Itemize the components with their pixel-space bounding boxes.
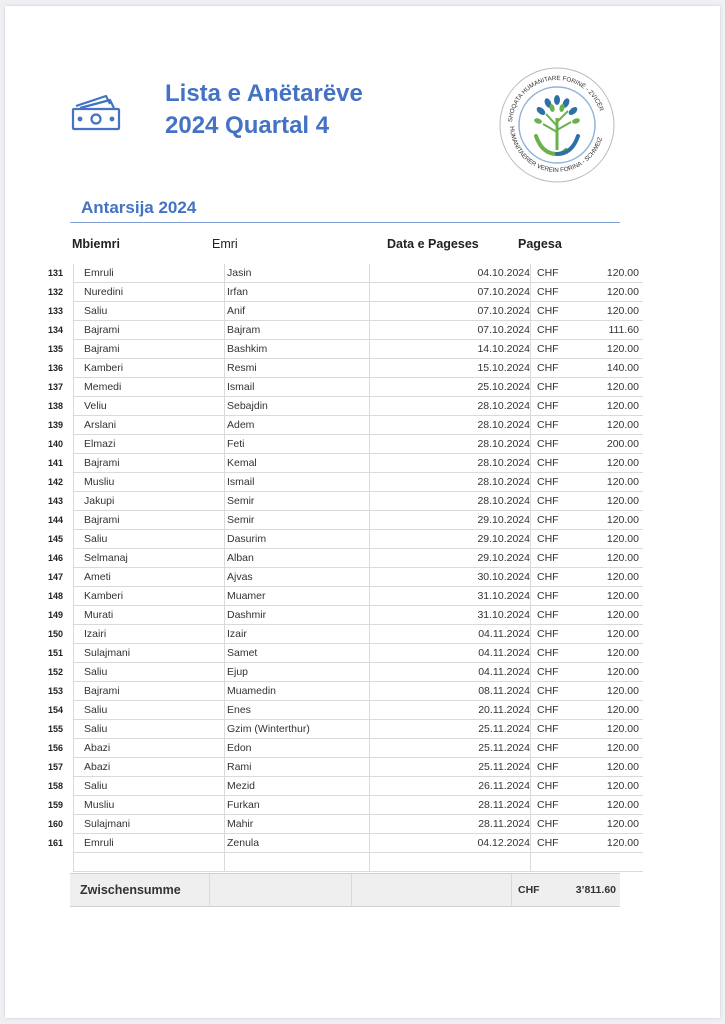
subtotal-row bbox=[70, 873, 620, 907]
column-separator bbox=[209, 874, 210, 906]
currency-cell: CHF bbox=[531, 359, 578, 378]
subtotal-currency: CHF bbox=[518, 884, 540, 896]
currency-cell: CHF bbox=[531, 587, 578, 606]
payment-date-cell: 04.10.2024 bbox=[370, 264, 531, 283]
payment-date-cell: 14.10.2024 bbox=[370, 340, 531, 359]
payment-date-cell: 31.10.2024 bbox=[370, 587, 531, 606]
last-name-cell: Murati bbox=[74, 606, 225, 625]
first-name-cell: Alban bbox=[225, 549, 370, 568]
amount-cell: 200.00 bbox=[577, 435, 643, 454]
row-number: 137 bbox=[48, 382, 64, 392]
table-row bbox=[45, 530, 643, 549]
payment-date-cell: 28.10.2024 bbox=[370, 435, 531, 454]
row-number: 145 bbox=[48, 534, 64, 544]
last-name-cell: Saliu bbox=[74, 701, 225, 720]
row-number: 152 bbox=[48, 667, 64, 677]
first-name-cell: Sebajdin bbox=[225, 397, 370, 416]
row-number: 160 bbox=[48, 819, 64, 829]
currency-cell: CHF bbox=[531, 416, 578, 435]
table-row bbox=[45, 302, 643, 321]
payment-date-cell: 31.10.2024 bbox=[370, 606, 531, 625]
column-header-payment: Pagesa bbox=[518, 237, 562, 251]
currency-cell: CHF bbox=[531, 321, 578, 340]
organization-seal-icon bbox=[498, 66, 616, 184]
section-divider bbox=[70, 222, 620, 223]
last-name-cell: Emruli bbox=[74, 834, 225, 853]
table-row bbox=[45, 663, 643, 682]
row-number: 151 bbox=[48, 648, 64, 658]
amount-cell: 140.00 bbox=[577, 359, 643, 378]
amount-cell: 120.00 bbox=[577, 549, 643, 568]
currency-cell: CHF bbox=[531, 663, 578, 682]
table-row bbox=[45, 796, 643, 815]
first-name-cell: Kemal bbox=[225, 454, 370, 473]
row-number: 154 bbox=[48, 705, 64, 715]
currency-cell: CHF bbox=[531, 682, 578, 701]
last-name-cell: Saliu bbox=[74, 720, 225, 739]
row-number: 157 bbox=[48, 762, 64, 772]
currency-cell: CHF bbox=[531, 834, 578, 853]
empty-cell bbox=[74, 853, 225, 872]
row-number: 159 bbox=[48, 800, 64, 810]
table-row bbox=[45, 473, 643, 492]
table-row bbox=[45, 568, 643, 587]
first-name-cell: Mahir bbox=[225, 815, 370, 834]
table-row bbox=[45, 264, 643, 283]
payment-date-cell: 26.11.2024 bbox=[370, 777, 531, 796]
table-row bbox=[45, 283, 643, 302]
last-name-cell: Ameti bbox=[74, 568, 225, 587]
currency-cell: CHF bbox=[531, 530, 578, 549]
table-row bbox=[45, 834, 643, 853]
table-row bbox=[45, 511, 643, 530]
first-name-cell: Bajram bbox=[225, 321, 370, 340]
table-row bbox=[45, 720, 643, 739]
last-name-cell: Nuredini bbox=[74, 283, 225, 302]
currency-cell: CHF bbox=[531, 720, 578, 739]
amount-cell: 120.00 bbox=[577, 663, 643, 682]
currency-cell: CHF bbox=[531, 264, 578, 283]
amount-cell: 120.00 bbox=[577, 378, 643, 397]
empty-row bbox=[45, 853, 643, 872]
payment-date-cell: 04.12.2024 bbox=[370, 834, 531, 853]
last-name-cell: Bajrami bbox=[74, 321, 225, 340]
amount-cell: 120.00 bbox=[577, 568, 643, 587]
payment-date-cell: 25.10.2024 bbox=[370, 378, 531, 397]
payment-date-cell: 20.11.2024 bbox=[370, 701, 531, 720]
payment-date-cell: 08.11.2024 bbox=[370, 682, 531, 701]
amount-cell: 120.00 bbox=[577, 283, 643, 302]
column-header-last-name: Mbiemri bbox=[72, 237, 120, 251]
payment-date-cell: 15.10.2024 bbox=[370, 359, 531, 378]
row-number: 139 bbox=[48, 420, 64, 430]
currency-cell: CHF bbox=[531, 796, 578, 815]
amount-cell: 120.00 bbox=[577, 530, 643, 549]
empty-cell bbox=[577, 853, 643, 872]
currency-cell: CHF bbox=[531, 739, 578, 758]
amount-cell: 120.00 bbox=[577, 777, 643, 796]
table-row bbox=[45, 682, 643, 701]
amount-cell: 120.00 bbox=[577, 796, 643, 815]
payment-date-cell: 25.11.2024 bbox=[370, 758, 531, 777]
last-name-cell: Arslani bbox=[74, 416, 225, 435]
svg-text:SHOQATA HUMANITARE FORINË - ZV: SHOQATA HUMANITARE FORINË - ZVICËR bbox=[507, 74, 605, 123]
payment-date-cell: 28.10.2024 bbox=[370, 473, 531, 492]
payment-date-cell: 28.10.2024 bbox=[370, 397, 531, 416]
table-row bbox=[45, 397, 643, 416]
row-number: 155 bbox=[48, 724, 64, 734]
amount-cell: 120.00 bbox=[577, 302, 643, 321]
last-name-cell: Saliu bbox=[74, 777, 225, 796]
last-name-cell: Sulajmani bbox=[74, 815, 225, 834]
amount-cell: 120.00 bbox=[577, 340, 643, 359]
last-name-cell: Bajrami bbox=[74, 454, 225, 473]
members-table bbox=[45, 264, 643, 872]
amount-cell: 120.00 bbox=[577, 473, 643, 492]
last-name-cell: Saliu bbox=[74, 530, 225, 549]
first-name-cell: Irfan bbox=[225, 283, 370, 302]
row-number: 158 bbox=[48, 781, 64, 791]
row-number: 146 bbox=[48, 553, 64, 563]
payment-date-cell: 04.11.2024 bbox=[370, 663, 531, 682]
first-name-cell: Semir bbox=[225, 492, 370, 511]
first-name-cell: Mezid bbox=[225, 777, 370, 796]
row-number: 144 bbox=[48, 515, 64, 525]
payment-date-cell: 29.10.2024 bbox=[370, 530, 531, 549]
title-line-1: Lista e Anëtarëve bbox=[165, 80, 363, 107]
payment-date-cell: 28.10.2024 bbox=[370, 492, 531, 511]
payment-date-cell: 04.11.2024 bbox=[370, 625, 531, 644]
column-header-first-name: Emri bbox=[212, 237, 238, 251]
amount-cell: 120.00 bbox=[577, 492, 643, 511]
currency-cell: CHF bbox=[531, 473, 578, 492]
row-number: 143 bbox=[48, 496, 64, 506]
last-name-cell: Musliu bbox=[74, 796, 225, 815]
currency-cell: CHF bbox=[531, 644, 578, 663]
payment-date-cell: 28.10.2024 bbox=[370, 454, 531, 473]
table-row bbox=[45, 587, 643, 606]
amount-cell: 120.00 bbox=[577, 701, 643, 720]
table-row bbox=[45, 606, 643, 625]
subtotal-amount: 3’811.60 bbox=[575, 884, 616, 896]
first-name-cell: Bashkim bbox=[225, 340, 370, 359]
currency-cell: CHF bbox=[531, 435, 578, 454]
empty-cell bbox=[45, 853, 74, 872]
last-name-cell: Izairi bbox=[74, 625, 225, 644]
column-header-date: Data e Pageses bbox=[387, 237, 479, 251]
first-name-cell: Muamedin bbox=[225, 682, 370, 701]
last-name-cell: Sulajmani bbox=[74, 644, 225, 663]
column-separator bbox=[351, 874, 352, 906]
first-name-cell: Dasurim bbox=[225, 530, 370, 549]
first-name-cell: Muamer bbox=[225, 587, 370, 606]
first-name-cell: Rami bbox=[225, 758, 370, 777]
table-row bbox=[45, 644, 643, 663]
first-name-cell: Gzim (Winterthur) bbox=[225, 720, 370, 739]
row-number: 147 bbox=[48, 572, 64, 582]
last-name-cell: Veliu bbox=[74, 397, 225, 416]
currency-cell: CHF bbox=[531, 549, 578, 568]
row-number: 141 bbox=[48, 458, 64, 468]
first-name-cell: Samet bbox=[225, 644, 370, 663]
amount-cell: 120.00 bbox=[577, 416, 643, 435]
first-name-cell: Jasin bbox=[225, 264, 370, 283]
currency-cell: CHF bbox=[531, 340, 578, 359]
row-number: 136 bbox=[48, 363, 64, 373]
currency-cell: CHF bbox=[531, 283, 578, 302]
first-name-cell: Ejup bbox=[225, 663, 370, 682]
first-name-cell: Dashmir bbox=[225, 606, 370, 625]
last-name-cell: Musliu bbox=[74, 473, 225, 492]
last-name-cell: Abazi bbox=[74, 758, 225, 777]
row-number: 150 bbox=[48, 629, 64, 639]
first-name-cell: Ajvas bbox=[225, 568, 370, 587]
table-row bbox=[45, 777, 643, 796]
last-name-cell: Kamberi bbox=[74, 359, 225, 378]
payment-date-cell: 28.10.2024 bbox=[370, 416, 531, 435]
currency-cell: CHF bbox=[531, 701, 578, 720]
currency-cell: CHF bbox=[531, 625, 578, 644]
amount-cell: 120.00 bbox=[577, 587, 643, 606]
row-number: 149 bbox=[48, 610, 64, 620]
first-name-cell: Furkan bbox=[225, 796, 370, 815]
row-number: 131 bbox=[48, 268, 64, 279]
amount-cell: 120.00 bbox=[577, 454, 643, 473]
row-number: 132 bbox=[48, 287, 64, 297]
last-name-cell: Saliu bbox=[74, 302, 225, 321]
table-row bbox=[45, 549, 643, 568]
row-number: 148 bbox=[48, 591, 64, 601]
row-number: 135 bbox=[48, 344, 64, 354]
currency-cell: CHF bbox=[531, 815, 578, 834]
payment-date-cell: 07.10.2024 bbox=[370, 283, 531, 302]
currency-cell: CHF bbox=[531, 758, 578, 777]
payment-date-cell: 28.11.2024 bbox=[370, 796, 531, 815]
last-name-cell: Memedi bbox=[74, 378, 225, 397]
row-number: 156 bbox=[48, 743, 64, 753]
table-row bbox=[45, 701, 643, 720]
page-title bbox=[165, 78, 363, 142]
amount-cell: 120.00 bbox=[577, 397, 643, 416]
table-row bbox=[45, 435, 643, 454]
payment-date-cell: 28.11.2024 bbox=[370, 815, 531, 834]
amount-cell: 120.00 bbox=[577, 644, 643, 663]
svg-text:HUMANITAERER VEREIN FORINA - S: HUMANITAERER VEREIN FORINA - SCHWEIZ bbox=[507, 126, 605, 175]
empty-cell bbox=[370, 853, 531, 872]
table-row bbox=[45, 359, 643, 378]
currency-cell: CHF bbox=[531, 511, 578, 530]
amount-cell: 120.00 bbox=[577, 834, 643, 853]
first-name-cell: Zenula bbox=[225, 834, 370, 853]
payment-date-cell: 30.10.2024 bbox=[370, 568, 531, 587]
amount-cell: 120.00 bbox=[577, 758, 643, 777]
amount-cell: 120.00 bbox=[577, 511, 643, 530]
payment-date-cell: 07.10.2024 bbox=[370, 321, 531, 340]
last-name-cell: Elmazi bbox=[74, 435, 225, 454]
amount-cell: 120.00 bbox=[577, 739, 643, 758]
currency-cell: CHF bbox=[531, 397, 578, 416]
table-row bbox=[45, 815, 643, 834]
table-row bbox=[45, 758, 643, 777]
members-table-body bbox=[45, 264, 643, 872]
row-number: 138 bbox=[48, 401, 64, 411]
table-row bbox=[45, 378, 643, 397]
currency-cell: CHF bbox=[531, 302, 578, 321]
last-name-cell: Emruli bbox=[74, 264, 225, 283]
first-name-cell: Izair bbox=[225, 625, 370, 644]
last-name-cell: Jakupi bbox=[74, 492, 225, 511]
last-name-cell: Selmanaj bbox=[74, 549, 225, 568]
payment-date-cell: 29.10.2024 bbox=[370, 549, 531, 568]
payment-date-cell: 07.10.2024 bbox=[370, 302, 531, 321]
amount-cell: 120.00 bbox=[577, 625, 643, 644]
amount-cell: 120.00 bbox=[577, 815, 643, 834]
currency-cell: CHF bbox=[531, 492, 578, 511]
last-name-cell: Abazi bbox=[74, 739, 225, 758]
first-name-cell: Anif bbox=[225, 302, 370, 321]
currency-cell: CHF bbox=[531, 454, 578, 473]
amount-cell: 120.00 bbox=[577, 264, 643, 283]
amount-cell: 120.00 bbox=[577, 720, 643, 739]
money-bills-icon bbox=[70, 92, 122, 132]
empty-cell bbox=[225, 853, 370, 872]
table-row bbox=[45, 340, 643, 359]
last-name-cell: Bajrami bbox=[74, 511, 225, 530]
currency-cell: CHF bbox=[531, 568, 578, 587]
table-row bbox=[45, 739, 643, 758]
payment-date-cell: 25.11.2024 bbox=[370, 739, 531, 758]
table-row bbox=[45, 454, 643, 473]
first-name-cell: Feti bbox=[225, 435, 370, 454]
last-name-cell: Bajrami bbox=[74, 682, 225, 701]
last-name-cell: Saliu bbox=[74, 663, 225, 682]
last-name-cell: Kamberi bbox=[74, 587, 225, 606]
first-name-cell: Semir bbox=[225, 511, 370, 530]
payment-date-cell: 25.11.2024 bbox=[370, 720, 531, 739]
currency-cell: CHF bbox=[531, 378, 578, 397]
first-name-cell: Edon bbox=[225, 739, 370, 758]
first-name-cell: Adem bbox=[225, 416, 370, 435]
last-name-cell: Bajrami bbox=[74, 340, 225, 359]
row-number: 140 bbox=[48, 439, 64, 449]
subtotal-label: Zwischensumme bbox=[80, 883, 181, 897]
table-row bbox=[45, 416, 643, 435]
section-title: Antarsija 2024 bbox=[81, 198, 197, 217]
row-number: 153 bbox=[48, 686, 64, 696]
first-name-cell: Ismail bbox=[225, 378, 370, 397]
table-row bbox=[45, 492, 643, 511]
first-name-cell: Ismail bbox=[225, 473, 370, 492]
payment-date-cell: 29.10.2024 bbox=[370, 511, 531, 530]
currency-cell: CHF bbox=[531, 777, 578, 796]
first-name-cell: Resmi bbox=[225, 359, 370, 378]
row-number: 134 bbox=[48, 325, 64, 335]
table-row bbox=[45, 321, 643, 340]
amount-cell: 120.00 bbox=[577, 606, 643, 625]
amount-cell: 111.60 bbox=[577, 321, 643, 340]
empty-cell bbox=[531, 853, 578, 872]
first-name-cell: Enes bbox=[225, 701, 370, 720]
payment-date-cell: 04.11.2024 bbox=[370, 644, 531, 663]
table-row bbox=[45, 625, 643, 644]
row-number: 161 bbox=[48, 838, 64, 848]
column-separator bbox=[511, 874, 512, 906]
currency-cell: CHF bbox=[531, 606, 578, 625]
row-number: 142 bbox=[48, 477, 64, 487]
title-line-2: 2024 Quartal 4 bbox=[165, 112, 330, 139]
row-number: 133 bbox=[48, 306, 64, 316]
amount-cell: 120.00 bbox=[577, 682, 643, 701]
